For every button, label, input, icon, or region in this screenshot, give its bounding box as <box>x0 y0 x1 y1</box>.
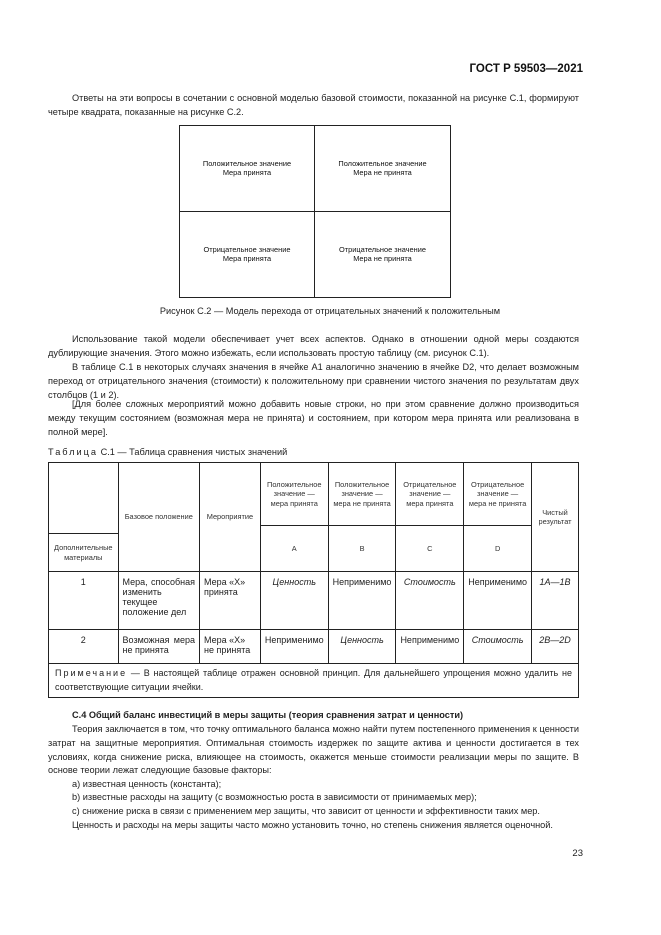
header-D: Отрицательное значение — мера не принята <box>464 463 532 526</box>
section-paragraph-2: Ценность и расходы на меры защиты часто можно установить точно, но степень снижения является оценочной. <box>72 820 553 830</box>
header-letter-A: A <box>260 526 328 572</box>
row-C: Стоимость <box>396 572 464 630</box>
paragraph-3: [Для более сложных мероприятий можно добавить новые строки, но при этом сравнение должно производиться между текущим состоянием (возможная мера не принята) и состоянием, при котором мера принята или реализована в полной мере]. <box>48 399 579 437</box>
header-B: Положительное значение — мера не принята <box>328 463 396 526</box>
row-B: Неприменимо <box>328 572 396 630</box>
header-A: Положительное значение — мера принята <box>260 463 328 526</box>
note-text: — В настоящей таблице отражен основной принцип. Для дальнейшего упрощения можно удалить не соответствующие ситуации ячейки. <box>55 668 572 692</box>
row-base: Мера, способная изменить текущее положение дел <box>118 572 199 630</box>
list-item: c) снижение риска в связи с применением мер защиты, что зависит от ценности и эффективности таких мер. <box>72 806 540 816</box>
header-letter-B: B <box>328 526 396 572</box>
table-row <box>49 572 579 630</box>
header-letter-C: C <box>396 526 464 572</box>
table-title-text: С.1 — Таблица сравнения чистых значений <box>98 447 288 457</box>
table-note <box>49 664 579 698</box>
header-letter-D: D <box>464 526 532 572</box>
table-title <box>48 447 287 457</box>
section-title: С.4 Общий баланс инвестиций в меры защиты (теория сравнения затрат и ценности) <box>72 710 464 720</box>
row-measure: Мера «X» не принята <box>200 630 261 664</box>
cell-line2: Мера не принята <box>353 254 412 264</box>
document-id: ГОСТ Р 59503—2021 <box>469 63 583 75</box>
quadrant-cell-negative-accepted <box>180 212 315 298</box>
quadrant-cell-positive-not-accepted <box>315 126 450 212</box>
cell-line2: Мера принята <box>222 168 272 178</box>
row-num: 2 <box>49 630 119 664</box>
list-item: b) известные расходы на защиту (с возможностью роста в зависимости от принимаемых мер); <box>72 792 477 802</box>
table-title-prefix: Таблица <box>48 447 99 457</box>
cell-line1: Отрицательное значение <box>203 245 291 255</box>
paragraph-2: В таблице С.1 в некоторых случаях значения в ячейке А1 аналогично значению в ячейке D2, что делает возможным переход от отрицательного значения (стоимости) к положительному при сравнении чистого значения по результатам двух столбцов (1 и 2). <box>48 362 579 400</box>
header-C: Отрицательное значение — мера принята <box>396 463 464 526</box>
row-B: Ценность <box>328 630 396 664</box>
quadrant-figure <box>179 125 451 298</box>
cell-line2: Мера не принята <box>353 168 412 178</box>
page-number: 23 <box>572 848 583 859</box>
figure-caption: Рисунок С.2 — Модель перехода от отрицательных значений к положительным <box>159 306 501 316</box>
cell-line1: Положительное значение <box>202 159 292 169</box>
row-net: 1А—1В <box>532 572 579 630</box>
row-A: Неприменимо <box>260 630 328 664</box>
note-label: Примечание <box>55 668 128 678</box>
list-item: а) известная ценность (константа); <box>72 779 222 789</box>
header-measure: Мероприятие <box>200 463 261 572</box>
quadrant-cell-positive-accepted <box>180 126 315 212</box>
row-D: Стоимость <box>464 630 532 664</box>
cell-line1: Отрицательное значение <box>339 245 426 255</box>
row-measure: Мера «X» принята <box>200 572 261 630</box>
row-D: Неприменимо <box>464 572 532 630</box>
header-extra: Дополнительные материалы <box>49 534 119 572</box>
row-net: 2В—2D <box>532 630 579 664</box>
table-row <box>49 630 579 664</box>
header-net: Чистый результат <box>532 463 579 572</box>
paragraph-1: Использование такой модели обеспечивает учет всех аспектов. Однако в отношении одной меры создаются дублирующие значения. Этого можно избежать, если использовать простую таблицу (см. рисунок С.1). <box>48 334 579 358</box>
section-paragraph: Теория заключается в том, что точку оптимального баланса можно найти путем постепенного применения к ценности затрат на защитные мероприятия. Оптимальная стоимость издержек по защите актива и ценности достигается в тех условиях, когда снижение риска, влияющее на стоимость, окажется меньше стоимости реализации меры по защите. В основе теории лежат следующие базовые факторы: <box>48 724 579 776</box>
row-C: Неприменимо <box>396 630 464 664</box>
cell-line2: Мера принята <box>222 254 272 264</box>
cell-line1: Положительное значение <box>338 159 427 169</box>
intro-paragraph: Ответы на эти вопросы в сочетании с основной моделью базовой стоимости, показанной на рисунке С.1, формируют четыре квадрата, показанные на рисунке С.2. <box>48 93 579 117</box>
row-A: Ценность <box>260 572 328 630</box>
row-base: Возможная мера не принята <box>118 630 199 664</box>
header-base: Базовое положение <box>118 463 199 572</box>
row-num: 1 <box>49 572 119 630</box>
comparison-table <box>48 462 579 698</box>
quadrant-cell-negative-not-accepted <box>315 212 450 298</box>
